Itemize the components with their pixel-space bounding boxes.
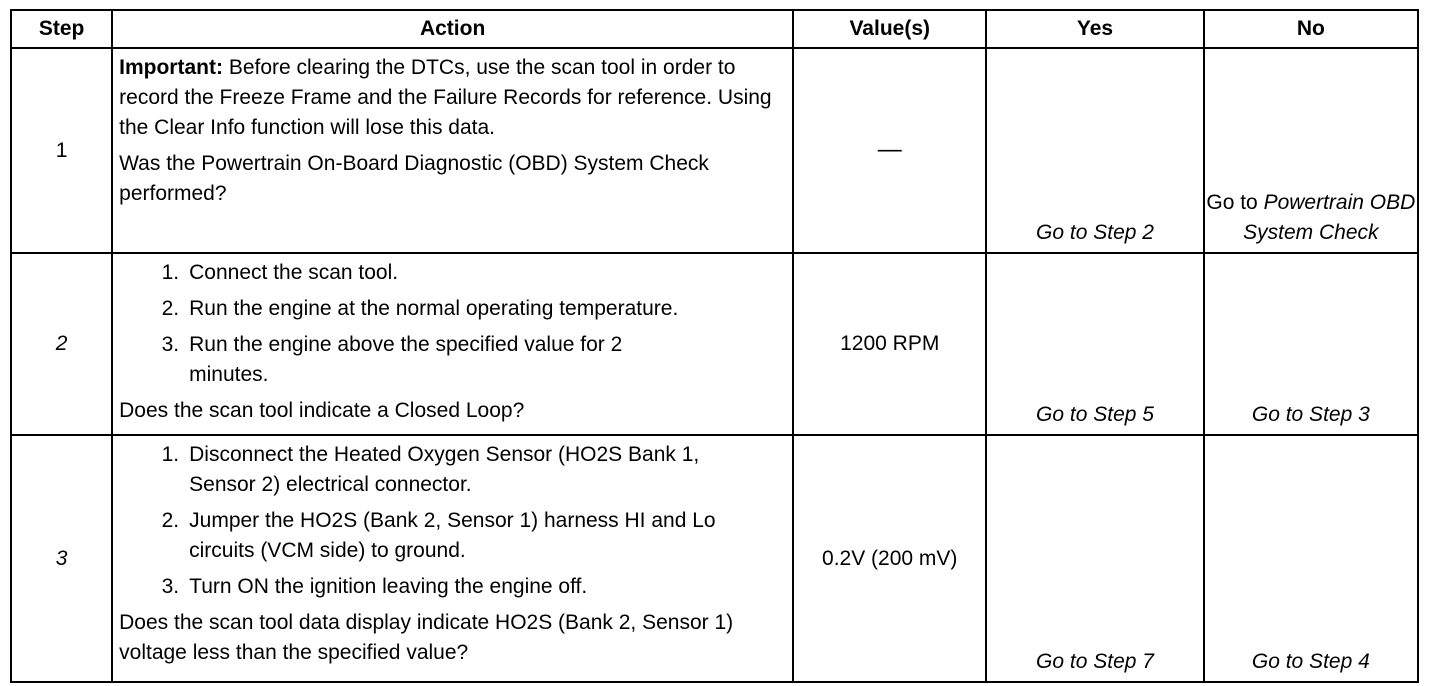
list-text: Run the engine at the normal operating temperature. — [189, 297, 679, 320]
step-number: 1 — [11, 48, 112, 253]
step-question: Was the Powertrain On-Board Diagnostic (OBD) System Check performed? — [119, 152, 709, 205]
step-question: Does the scan tool indicate a Closed Loop? — [119, 399, 525, 422]
no-prefix: Go to — [1206, 191, 1258, 214]
table-row — [11, 253, 1418, 435]
list-item — [119, 330, 786, 390]
no-cell — [1204, 48, 1418, 253]
no-cell: Go to Step 3 — [1204, 253, 1418, 435]
procedure-list — [119, 440, 786, 602]
list-number: 2. — [161, 297, 180, 320]
important-label: Important: — [119, 56, 223, 79]
value-cell: 0.2V (200 mV) — [793, 435, 986, 682]
important-note — [119, 53, 786, 143]
header-action: Action — [112, 10, 793, 48]
yes-cell: Go to Step 5 — [986, 253, 1203, 435]
no-link: Powertrain OBD System Check — [1243, 191, 1416, 244]
procedure-list — [119, 258, 786, 390]
list-text: Turn ON the ignition leaving the engine off. — [189, 575, 588, 598]
header-no: No — [1204, 10, 1418, 48]
list-item — [119, 440, 786, 500]
list-item — [119, 258, 786, 288]
table-row — [11, 48, 1418, 253]
yes-cell: Go to Step 2 — [986, 48, 1203, 253]
step-number: 2 — [11, 253, 112, 435]
important-text: Before clearing the DTCs, use the scan tool in order to record the Freeze Frame and the Failure Records for reference. Using the Clear Info function will lose this data. — [119, 56, 772, 139]
action-cell — [112, 48, 793, 253]
list-text: Run the engine above the specified value for 2 minutes. — [189, 333, 623, 386]
table-row — [11, 435, 1418, 682]
step-number: 3 — [11, 435, 112, 682]
list-text: Connect the scan tool. — [189, 261, 399, 284]
list-item — [119, 506, 786, 566]
list-number: 1. — [161, 443, 180, 466]
value-cell — [793, 48, 986, 253]
step-question: Does the scan tool data display indicate HO2S (Bank 2, Sensor 1) voltage less than the specified value? — [119, 611, 734, 664]
list-item — [119, 294, 786, 324]
list-number: 2. — [161, 509, 180, 532]
list-number: 3. — [161, 575, 180, 598]
list-number: 1. — [161, 261, 180, 284]
action-cell — [112, 253, 793, 435]
header-row — [11, 10, 1418, 48]
list-number: 3. — [161, 333, 180, 356]
yes-cell: Go to Step 7 — [986, 435, 1203, 682]
header-values: Value(s) — [793, 10, 986, 48]
value-text: — — [877, 136, 902, 163]
header-step: Step — [11, 10, 112, 48]
action-cell — [112, 435, 793, 682]
value-cell: 1200 RPM — [793, 253, 986, 435]
diagnostic-table — [10, 9, 1419, 683]
list-item — [119, 572, 786, 602]
no-cell: Go to Step 4 — [1204, 435, 1418, 682]
header-yes: Yes — [986, 10, 1203, 48]
list-text: Disconnect the Heated Oxygen Sensor (HO2S Bank 1, Sensor 2) electrical connector. — [189, 443, 700, 496]
list-text: Jumper the HO2S (Bank 2, Sensor 1) harness HI and Lo circuits (VCM side) to ground. — [189, 509, 716, 562]
